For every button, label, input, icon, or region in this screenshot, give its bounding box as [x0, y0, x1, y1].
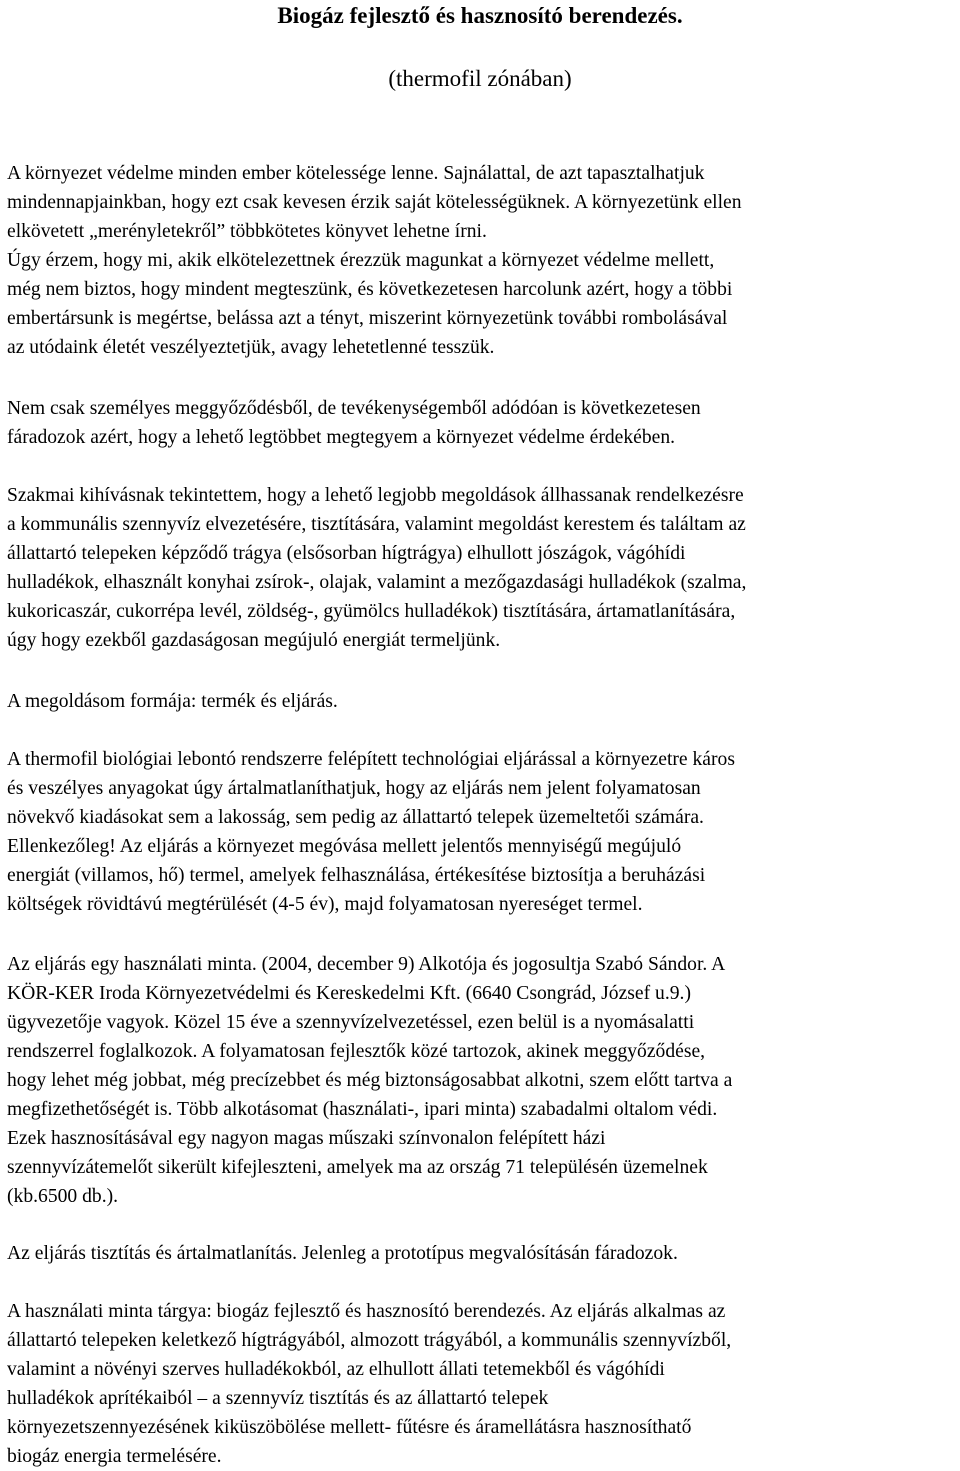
text-line: embertársunk is megértse, belássa azt a tényt, miszerint környezetünk további rombolásával [7, 308, 728, 329]
paragraph-subject [7, 1297, 955, 1471]
paragraph-procedure [7, 1239, 955, 1268]
paragraph-intro [7, 159, 955, 246]
text-line: A thermofil biológiai lebontó rendszerre felépített technológiai eljárással a környezetre káros [7, 749, 735, 770]
text-line: fáradozok azért, hogy a lehető legtöbbet megtegyem a környezet védelme érdekében. [7, 427, 676, 448]
text-line: Ellenkezőleg! Az eljárás a környezet megóvása mellett jelentős mennyiségű megújuló [7, 836, 682, 857]
text-line: még nem biztos, hogy mindent megteszünk, és következetesen harcolunk azért, hogy a többi [7, 279, 733, 300]
text-line: úgy hogy ezekből gazdaságosan megújuló energiát termeljünk. [7, 630, 501, 651]
text-line: kukoricaszár, cukorrépa levél, zöldség-, gyümölcs hulladékok) tisztítására, ártamatlanítására, [7, 601, 736, 622]
text-line: Szakmai kihívásnak tekintettem, hogy a lehető legjobb megoldások állhassanak rendelkezésre [7, 485, 744, 506]
paragraph-commitment [7, 246, 955, 362]
paragraph-technology [7, 745, 955, 919]
text-line: elkövetett „merényletekről” többkötetes könyvet lehetne írni. [7, 221, 487, 242]
text-line: állattartó telepeken keletkező hígtrágyából, almozott trágyából, a kommunális szennyvízből, [7, 1330, 732, 1351]
document-subtitle: (thermofil zónában) [388, 66, 572, 91]
text-line: mindennapjainkban, hogy ezt csak kevesen érzik saját kötelességüknek. A környezetünk ellen [7, 192, 742, 213]
paragraph-conviction [7, 394, 955, 452]
paragraph-solution-form [7, 687, 955, 716]
text-line: biogáz energia termelésére. [7, 1446, 222, 1467]
text-line: hulladékok aprítékaiból – a szennyvíz tisztítás és az állattartó telepek [7, 1388, 549, 1409]
text-line: (kb.6500 db.). [7, 1186, 119, 1207]
text-line: állattartó telepeken képződő trágya (elsősorban hígtrágya) elhullott jószágok, vágóhídi [7, 543, 686, 564]
text-line: hulladékok, elhasznált konyhai zsírok-, olajak, valamint a mezőgazdasági hulladékok (szalma, [7, 572, 747, 593]
paragraph-challenge [7, 481, 955, 655]
text-line: A környezet védelme minden ember kötelessége lenne. Sajnálattal, de azt tapasztalhatjuk [7, 163, 705, 184]
text-line: Ezek hasznosításával egy nagyon magas műszaki színvonalon felépített házi [7, 1128, 606, 1149]
text-line: Az eljárás tisztítás és ártalmatlanítás. Jelenleg a prototípus megvalósításán fáradozok. [7, 1243, 678, 1264]
text-line: Nem csak személyes meggyőződésből, de tevékenységemből adódóan is következetesen [7, 398, 701, 419]
text-line: hogy lehet még jobbat, még precízebbet és még biztonságosabbat alkotni, szem előtt tartva a [7, 1070, 733, 1091]
text-line: és veszélyes anyagokat úgy ártalmatlaníthatjuk, hogy az eljárás nem jelent folyamatosan [7, 778, 701, 799]
text-line: KÖR-KER Iroda Környezetvédelmi és Kereskedelmi Kft. (6640 Csongrád, József u.9.) [7, 983, 691, 1004]
text-line: rendszerrel foglalkozok. A folyamatosan fejlesztők közé tartozok, akinek meggyőződése, [7, 1041, 706, 1062]
text-line: energiát (villamos, hő) termel, amelyek felhasználása, értékesítése biztosítja a beruházási [7, 865, 706, 886]
text-line: szennyvízátemelőt sikerült kifejleszteni, amelyek ma az ország 71 településén üzemelnek [7, 1157, 708, 1178]
text-line: a kommunális szennyvíz elvezetésére, tisztítására, valamint megoldást kerestem és találtam az [7, 514, 746, 535]
text-line: ügyvezetője vagyok. Közel 15 éve a szennyvízelvezetéssel, ezen belül is a nyomásalatti [7, 1012, 695, 1033]
text-line: az utódaink életét veszélyeztetjük, avagy lehetetlenné tesszük. [7, 337, 495, 358]
text-line: költségek rövidtávú megtérülését (4-5 év), majd folyamatosan nyereséget termel. [7, 894, 643, 915]
text-line: A használati minta tárgya: biogáz fejlesztő és hasznosító berendezés. Az eljárás alkalmas az [7, 1301, 726, 1322]
text-line: A megoldásom formája: termék és eljárás. [7, 691, 338, 712]
text-line: Úgy érzem, hogy mi, akik elkötelezettnek érezzük magunkat a környezet védelme mellett, [7, 250, 715, 271]
text-line: környezetszennyezésének kiküszöbölése mellett- fűtésre és áramellátásra hasznosíthatő [7, 1417, 692, 1438]
text-line: növekvő kiadásokat sem a lakosság, sem pedig az állattartó telepek üzemeltetői számára. [7, 807, 704, 828]
text-line: megfizethetőségét is. Több alkotásomat (használati-, ipari minta) szabadalmi oltalom védi. [7, 1099, 718, 1120]
text-line: valamint a növényi szerves hulladékokból, az elhullott állati tetemekből és vágóhídi [7, 1359, 665, 1380]
document-title: Biogáz fejlesztő és hasznosító berendezés. [277, 3, 683, 28]
paragraph-utility-model [7, 950, 955, 1211]
text-line: Az eljárás egy használati minta. (2004, december 9) Alkotója és jogosultja Szabó Sándor. A [7, 954, 726, 975]
